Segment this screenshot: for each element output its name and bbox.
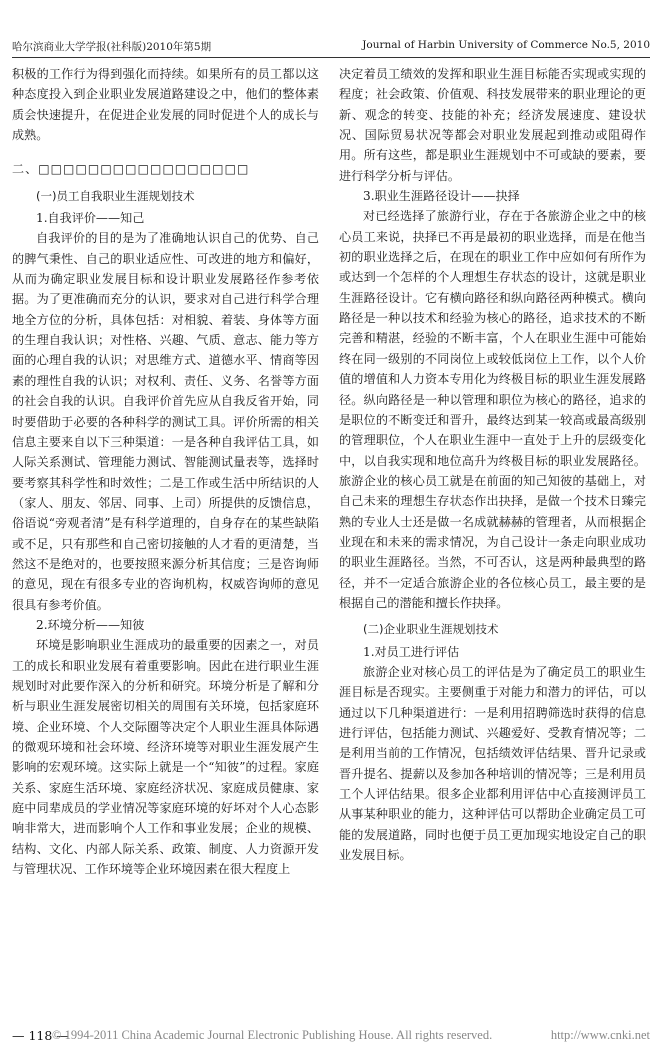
paragraph: 决定着员工绩效的发挥和职业生涯目标能否实现或实现的程度；社会政策、价值观、科技发展带来的职业理论的更新、观念的转变、技能的补充；经济发展速度、建设状况、国际贸易状况等都会对职业发展起到推动或阻碍作用。所有这些，都是职业生涯规划中不可或缺的要素，要进行科学分析与评估。 bbox=[339, 67, 646, 183]
paragraph: 旅游企业对核心员工的评估是为了确定员工的职业生涯目标是否现实。主要侧重于对能力和潜力的评估，可以通过以下几种渠道进行：一是利用招聘筛选时获得的信息进行评估，包括能力测试、兴趣爱好、受教育情况等；二是利用当前的工作情况，包括绩效评估结果、晋升记录或晋升提名、提薪以及参加各种培训的情况等；三是利用员工个人评估结果。很多企业都利用评估中心直接测评员工从事某种职业的能力，这种评估可以帮助企业确定员工可能的发展道路，同时也便于员工更加现实地设定自己的职业发展目标。 bbox=[339, 664, 646, 863]
subsubsection-heading: 2.环境分析——知彼 bbox=[36, 617, 145, 632]
page-number: — 118 — bbox=[12, 1028, 69, 1043]
footer-url: http://www.cnki.net bbox=[550, 1028, 650, 1042]
paragraph: 自我评价的目的是为了准确地认识自己的优势、自己的脾气秉性、自己的职业适应性、可改进的地方和偏好，从而为确定职业发展目标和设计职业发展路径作参考依据。为了更准确而充分的认识，要求对自己进行科学合理地全方位的分析，具体包括：对相貌、着装、身体等方面的生理自我认识；对性格、兴趣、气质、意志、能力等方面的心理自我的认识；对思维方式、道德水平、情商等因素的理性自我的认识；对权利、责任、义务、名誉等方面的社会自我的认识。自我评价首先应从自我反省开始，同时要借助于必要的各种科学的测试工具。评价所需的相关信息主要来自以下三种渠道：一是各种自我评估工具，如人际关系测试、管理能力测试、智能测试量表等，选择时要考察其科学性和时效性；二是工作或生活中所结识的人（家人、朋友、邻居、同事、上司）所提供的反馈信息，俗语说“旁观者清”是有科学道理的，自身存在的某些缺陷或不足，只有那些和自己密切接触的人才看的更清楚，当然这不是绝对的，也要按照来源分析其信度；三是咨询师的意见，现在有很多专业的咨询机构，权威咨询师的意见很具有参考价值。 bbox=[12, 231, 319, 612]
journal-title-en: Journal of Harbin University of Commerce No.5, 2010 bbox=[362, 39, 650, 51]
page-footer bbox=[12, 1028, 650, 1044]
paragraph: 环境是影响职业生涯成功的最重要的因素之一，对员工的成长和职业发展有着重要影响。因此在进行职业生涯规划时对此要作深入的分析和研究。环境分析是了解和分析与职业生涯发展密切相关的周围有关环境，包括家庭环境、企业环境、个人交际圈等决定个人职业生涯具体际遇的微观环境和社会环境、经济环境等对职业生涯发展产生影响的宏观环境。这实际上就是一个“知彼”的过程。家庭关系、家庭生活环境、家庭经济状况、家庭成员健康、家庭中同辈成员的学业情况等家庭环境的好坏对个人心态影响非常大，进而影响个人工作和事业发展；企业的规模、结构、文化、内部人际关系、政策、制度、人力资源开发与管理状况、工作环境等企业环境因素在很大程度上 bbox=[12, 638, 319, 877]
subsection-heading: (二)企业职业生涯规划技术 bbox=[363, 622, 499, 637]
paragraph: 积极的工作行为得到强化而持续。如果所有的员工都以这种态度投入到企业职业发展道路建设之中，他们的整体素质会快速提升，在促进企业发展的同时促进个人的成长与成熟。 bbox=[12, 67, 319, 143]
paragraph: 对已经选择了旅游行业，存在于各旅游企业之中的核心员工来说，抉择已不再是最初的职业选择，而是在他当初的职业选择之后，在现在的职业工作中应如何有所作为或达到一个怎样的个人理想生存状态的设计，这就是职业生涯路径设计。它有横向路径和纵向路径两种模式。横向路径是一种以技术和经验为核心的路径，追求技术的不断完善和精湛，经验的不断丰富，个人在职业生涯中可能始终在同一级别的不同岗位上或较低岗位上工作，以个人价值的增值和人力资本专用化为终极目标的职业生涯发展路径。纵向路径是一种以管理和职位为核心的路径，追求的是职位的不断变迁和晋升，最终达到某一较高或最高级别的管理职位，个人在职业生涯中一直处于上升的层级变化中，以自我实现和地位高升为终极目标的职业发展路径。旅游企业的核心员工就是在前面的知己知彼的基础上，对自己未来的理想生存状态作出抉择，是做一个技术日臻完熟的专业人士还是做一名成就赫赫的管理者，从而根据企业现在和未来的需求情况，为自己设计一条走向职业成功的职业生涯路径。当然，不可否认，这是两种最典型的路径，并不一定适合旅游企业的各位核心员工，最主要的是根据自己的潜能和擅长作抉择。 bbox=[339, 209, 646, 610]
running-header bbox=[12, 35, 650, 58]
subsubsection-heading: 3.职业生涯路径设计——抉择 bbox=[363, 189, 520, 204]
copyright-notice: © 1994-2011 China Academic Journal Electronic Publishing House. All rights reserved. bbox=[52, 1028, 493, 1042]
subsection-heading: (一)员工自我职业生涯规划技术 bbox=[36, 188, 195, 203]
subsubsection-heading: 1.自我评价——知己 bbox=[36, 211, 145, 226]
subsubsection-heading: 1.对员工进行评估 bbox=[363, 644, 460, 659]
left-column bbox=[12, 64, 319, 879]
journal-title-cn: 哈尔滨商业大学学报(社科版)2010年第5期 bbox=[12, 41, 212, 53]
right-column bbox=[339, 64, 646, 865]
section-heading: 二、□□□□□□□□□□□□□□□□□ bbox=[12, 162, 250, 177]
